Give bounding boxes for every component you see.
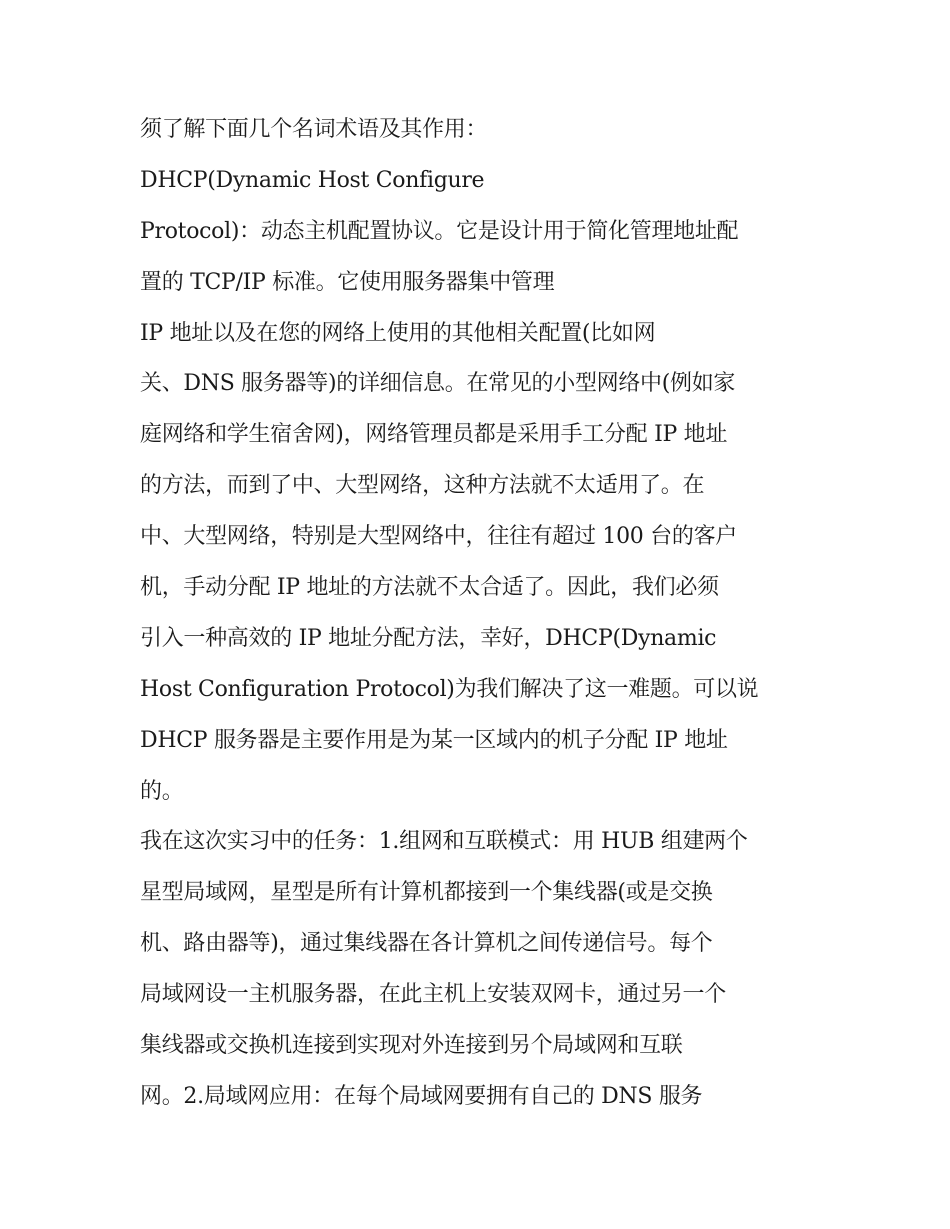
text-line: 局域网设一主机服务器，在此主机上安装双网卡，通过另一个 (140, 982, 726, 1008)
text-line: 我在这次实习中的任务：1.组网和互联模式：用 HUB 组建两个 (140, 829, 748, 855)
text-line: 集线器或交换机连接到实现对外连接到另个局域网和互联 (140, 1033, 683, 1059)
text-line: 机、路由器等)，通过集线器在各计算机之间传递信号。每个 (140, 931, 713, 957)
text-line: 须了解下面几个名词术语及其作用： (140, 117, 488, 142)
text-line: Protocol)：动态主机配置协议。它是设计用于简化管理地址配 (140, 218, 739, 244)
text-line: 庭网络和学生宿舍网)，网络管理员都是采用手工分配 IP 地址 (140, 422, 728, 448)
text-line: 星型局域网，星型是所有计算机都接到一个集线器(或是交换 (140, 880, 713, 906)
text-line: 置的 TCP/IP 标准。它使用服务器集中管理 (140, 269, 555, 295)
text-line: 的方法，而到了中、大型网络，这种方法就不太适用了。在 (140, 473, 705, 499)
text-line: 中、大型网络，特别是大型网络中，往往有超过 100 台的客户 (140, 524, 737, 550)
text-line: DHCP(Dynamic Host Configure (140, 167, 485, 193)
text-line: 引入一种高效的 IP 地址分配方法，幸好，DHCP(Dynamic (140, 625, 717, 651)
text-line: IP 地址以及在您的网络上使用的其他相关配置(比如网 (140, 320, 656, 346)
body-text (140, 111, 830, 1129)
text-line: 关、DNS 服务器等)的详细信息。在常见的小型网络中(例如家 (140, 371, 736, 397)
text-line: DHCP 服务器是主要作用是为某一区域内的机子分配 IP 地址 (140, 727, 728, 753)
text-line: Host Configuration Protocol)为我们解决了这一难题。可以说 (140, 676, 759, 702)
text-line: 机，手动分配 IP 地址的方法就不太合适了。因此，我们必须 (140, 575, 719, 601)
text-line: 的。 (140, 778, 184, 804)
text-line: 网。2.局域网应用：在每个局域网要拥有自己的 DNS 服务 (140, 1083, 703, 1109)
